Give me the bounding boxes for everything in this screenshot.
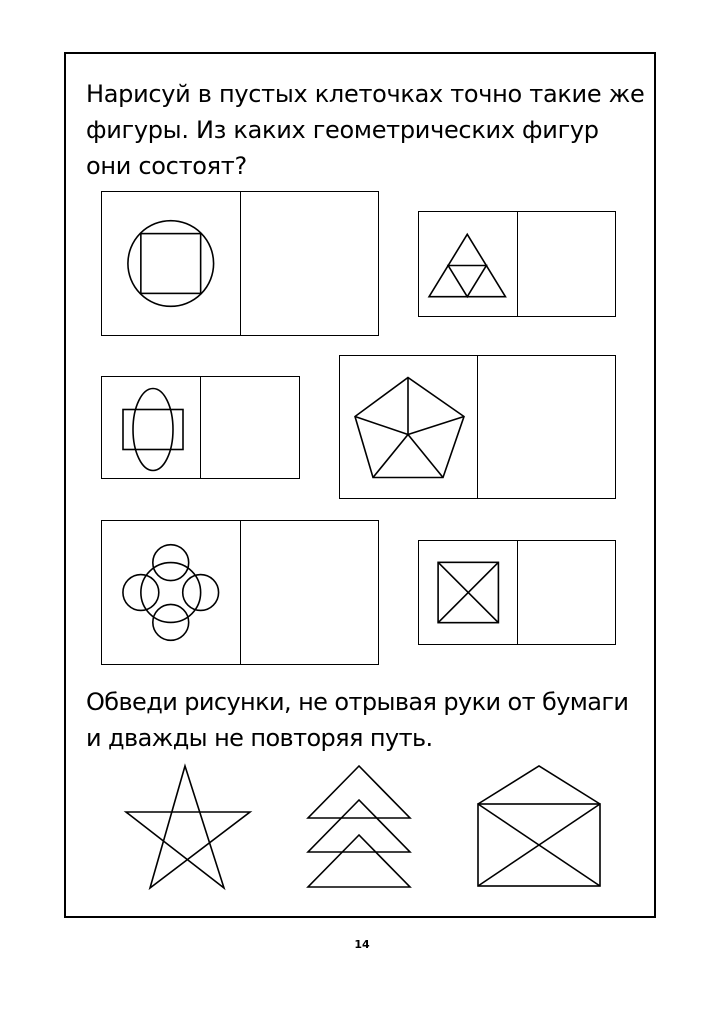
task-pair-pentagon [339,355,616,499]
empty-drawing-cell[interactable] [200,377,299,478]
circle-with-inscribed-square-icon [102,192,240,335]
square-with-diagonals-icon [419,541,517,644]
star-icon[interactable] [120,760,260,895]
empty-drawing-cell[interactable] [517,212,616,316]
trace-task-instruction: Обведи рисунки, не отрывая руки от бумаги и дважды не повторяя путь. [86,688,629,752]
page-number: 14 [354,938,370,951]
pentagon-with-center-spokes-icon [340,356,477,498]
copy-task-instruction: Нарисуй в пустых клеточках точно такие же фигуры. Из каких геометрических фигур они состоят? [86,80,645,180]
ellipse-over-rectangle-icon [102,377,200,478]
empty-drawing-cell[interactable] [477,356,615,498]
sample-cell [102,192,240,335]
sample-cell [419,212,517,316]
sample-cell [102,521,240,664]
task-pair-circles [101,520,379,665]
empty-drawing-cell[interactable] [517,541,616,644]
empty-drawing-cell[interactable] [240,521,379,664]
sample-cell [102,377,200,478]
four-circles-around-circle-icon [102,521,240,664]
task-pair-square-diagonals [418,540,616,645]
sample-cell [419,541,517,644]
task-pair-circle-square [101,191,379,336]
task-pair-triangle [418,211,616,317]
sample-cell [340,356,477,498]
triangle-divided-into-four-icon [419,212,517,316]
empty-drawing-cell[interactable] [240,192,379,335]
stacked-triangles-icon[interactable] [300,760,420,895]
task-pair-ellipse-rectangle [101,376,300,479]
envelope-icon[interactable] [472,760,607,895]
